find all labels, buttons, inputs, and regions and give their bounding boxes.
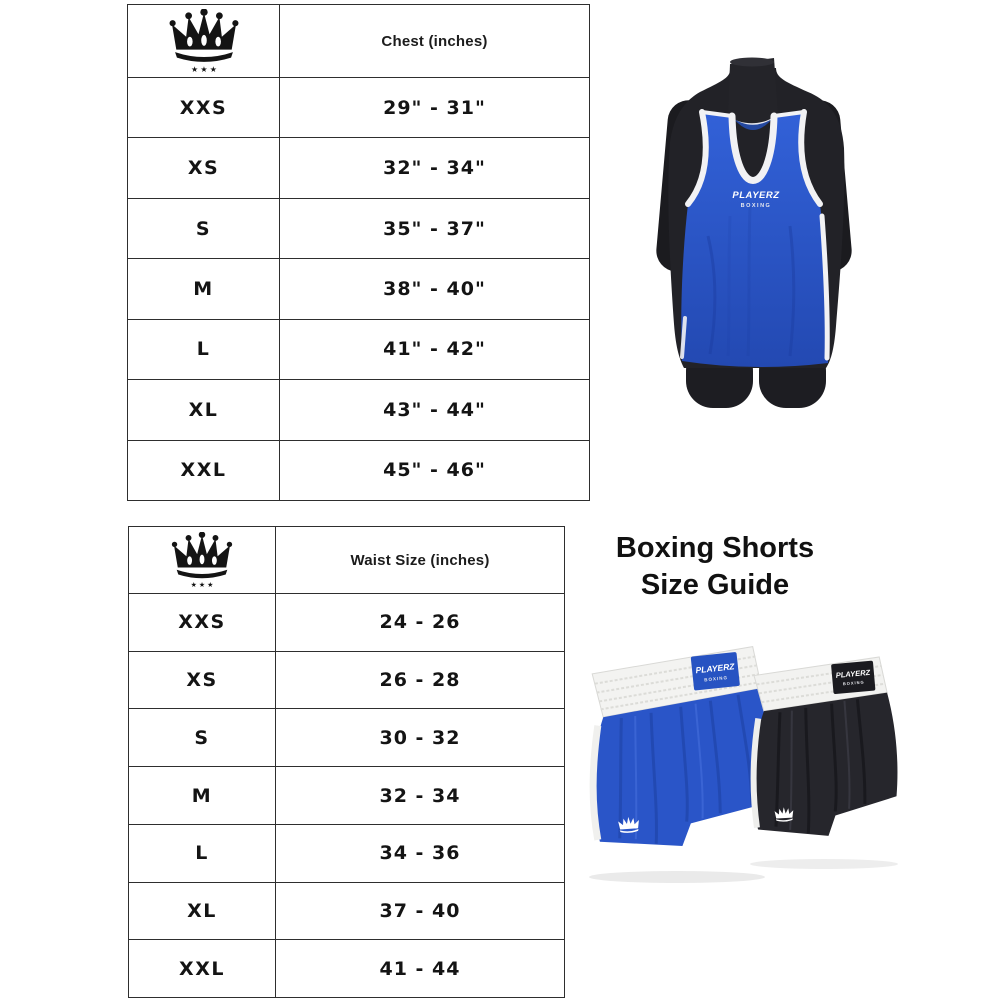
size-cell: XXS [178,611,226,634]
crown-stars: ★ ★ ★ [190,581,214,588]
size-cell: XL [187,899,217,922]
size-cell: M [191,784,213,807]
crown-logo-cell [128,5,279,77]
size-cell: XS [186,669,218,692]
range-cell: 26 - 28 [275,652,564,709]
shorts-label-subtext: BOXING [842,679,865,687]
size-cell: XXL [179,957,225,980]
range-cell: 38" - 40" [279,259,589,318]
shorts-table-header: Waist Size (inches) [275,527,564,593]
mannequin-neck-top [730,58,774,67]
size-cell: M [193,277,214,300]
crown-stars: ★ ★ ★ [190,64,217,73]
crown-logo-icon [166,9,242,73]
waistband-label [691,652,741,691]
table-header-row [129,527,564,593]
range-cell: 43" - 44" [279,380,589,439]
size-cell: XS [187,157,220,180]
range-cell: 32 - 34 [275,767,564,824]
range-cell: 35" - 37" [279,199,589,258]
mannequin-neck [728,58,778,123]
crown-logo-icon [169,532,235,588]
vest-logo-subtext: BOXING [740,203,772,209]
waistband-label [831,661,876,695]
range-cell: 32" - 34" [279,138,589,197]
range-cell: 34 - 36 [275,825,564,882]
vest-row-s [128,198,589,258]
blue-boxing-vest-image [638,56,870,412]
vest-size-table [127,4,590,501]
size-cell: S [195,217,212,240]
size-cell: S [194,726,210,749]
vest-row-l [128,319,589,379]
shorts-row-l [129,824,564,882]
vest-row-xl [128,379,589,439]
table-header-row [128,5,589,77]
shorts-row-xxs [129,593,564,651]
shorts-shadow [589,871,765,883]
size-cell: XL [188,398,219,421]
shorts-row-s [129,708,564,766]
range-cell: 30 - 32 [275,709,564,766]
shorts-label-text: PLAYERZ [695,661,735,676]
shorts-row-m [129,766,564,824]
vest-row-xxs [128,77,589,137]
size-cell: L [196,338,211,361]
title-line-2: Size Guide [640,569,790,601]
black-boxing-shorts-image [744,640,906,872]
size-cell: L [195,842,209,865]
range-cell: 24 - 26 [275,594,564,651]
shorts-section-title [592,530,838,604]
shorts-size-table [128,526,565,998]
title-line-1: Boxing Shorts [615,532,815,564]
shorts-row-xxl [129,939,564,997]
shorts-shadow [750,859,898,869]
size-cell: XXS [179,96,228,119]
shorts-label-text: PLAYERZ [835,667,871,680]
range-cell: 41 - 44 [275,940,564,997]
vest-row-xxl [128,440,589,500]
shorts-label-subtext: BOXING [704,674,729,683]
crown-logo-cell [129,527,275,593]
shorts-row-xl [129,882,564,940]
shorts-body [747,692,901,839]
vest-row-m [128,258,589,318]
range-cell: 29" - 31" [279,78,589,137]
vest-logo-text: PLAYERZ [732,190,780,201]
size-cell: XXL [180,459,227,482]
shorts-row-xs [129,651,564,709]
range-cell: 37 - 40 [275,883,564,940]
range-cell: 41" - 42" [279,320,589,379]
vest-row-xs [128,137,589,197]
vest-table-header: Chest (inches) [279,5,589,77]
range-cell: 45" - 46" [279,441,589,500]
